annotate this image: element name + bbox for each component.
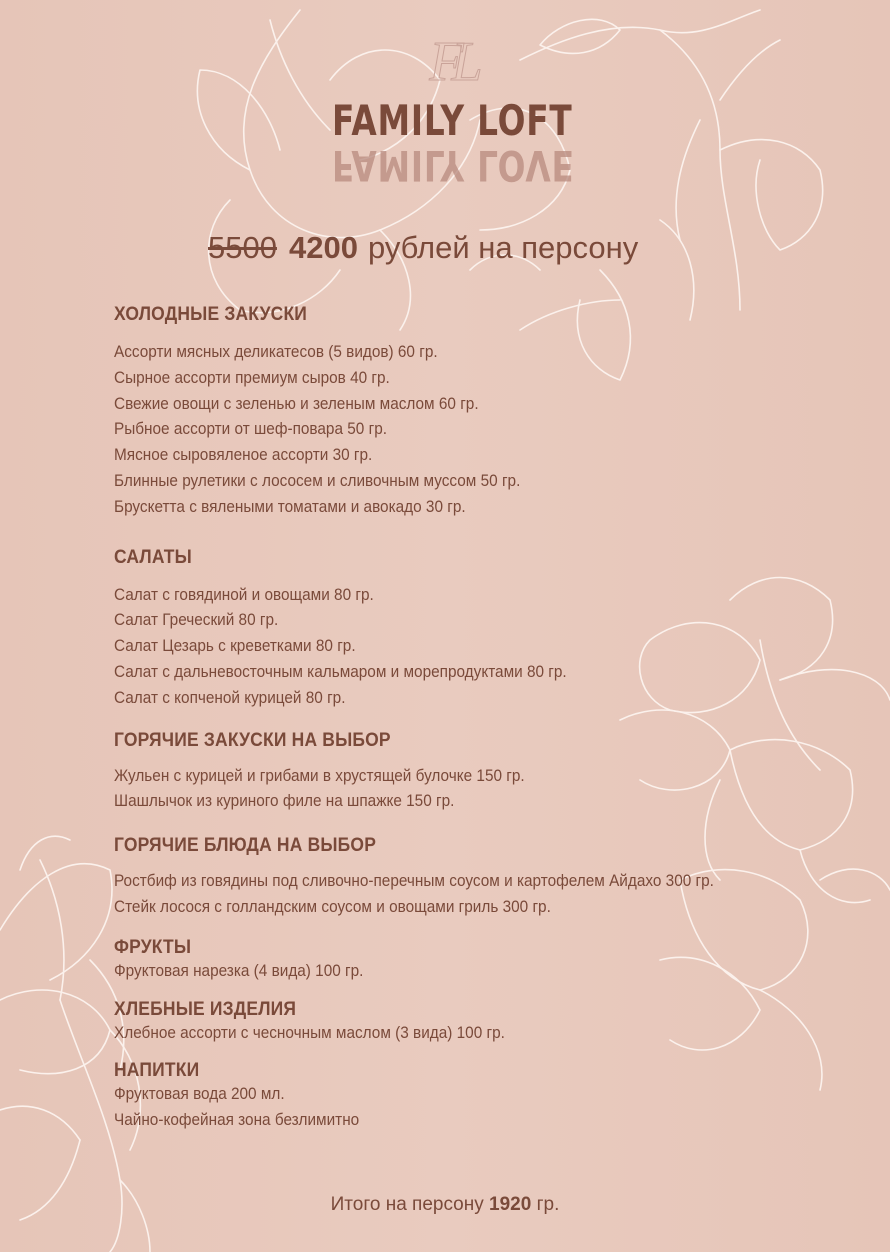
menu-item: Рыбное ассорти от шеф-повара 50 гр.	[114, 420, 387, 439]
price-line	[208, 230, 638, 266]
menu-sections	[114, 304, 814, 1134]
menu-item: Салат с говядиной и овощами 80 гр.	[114, 585, 374, 604]
section-title: ГОРЯЧИЕ БЛЮДА НА ВЫБОР	[114, 835, 377, 857]
new-price: 4200	[288, 230, 358, 265]
menu-section	[114, 304, 814, 521]
menu-section	[114, 835, 814, 921]
total-label: Итого на персону	[330, 1194, 484, 1215]
section-title: ФРУКТЫ	[114, 936, 192, 958]
menu-item: Ростбиф из говядины под сливочно-перечным соусом и картофелем Айдахо 300 гр.	[114, 872, 714, 891]
menu-item: Шашлычок из куриного филе на шпажке 150 гр.	[114, 792, 455, 811]
menu-item: Стейк лосося с голландским соусом и овощами гриль 300 гр.	[114, 897, 551, 916]
menu-item: Салат Греческий 80 гр.	[114, 611, 279, 630]
section-title: ХЛЕБНЫЕ ИЗДЕЛИЯ	[114, 998, 297, 1020]
total-value: 1920	[489, 1194, 532, 1215]
total-line	[0, 1194, 890, 1216]
brand-mirror-text: FAMILY LOVE	[332, 141, 575, 190]
section-title: НАПИТКИ	[114, 1060, 200, 1082]
menu-item: Фруктовая вода 200 мл.	[114, 1085, 285, 1104]
menu-section	[114, 999, 814, 1047]
menu-item: Хлебное ассорти с чесночным маслом (3 вида) 100 гр.	[114, 1023, 505, 1042]
menu-item: Ассорти мясных деликатесов (5 видов) 60 гр.	[114, 343, 438, 361]
menu-item: Свежие овощи с зеленью и зеленым маслом 60 гр.	[114, 394, 479, 413]
menu-item: Фруктовая нарезка (4 вида) 100 гр.	[114, 961, 364, 980]
brand-title: FAMILY LOFT	[332, 96, 573, 145]
section-title: ГОРЯЧИЕ ЗАКУСКИ НА ВЫБОР	[114, 729, 391, 751]
price-suffix: рублей на персону	[367, 230, 639, 265]
menu-section	[114, 937, 814, 985]
monogram-logo: FL	[429, 31, 471, 93]
section-title: ХОЛОДНЫЕ ЗАКУСКИ	[114, 304, 308, 325]
menu-item: Сырное ассорти премиум сыров 40 гр.	[114, 368, 390, 387]
menu-section	[114, 547, 814, 712]
section-title: САЛАТЫ	[114, 546, 192, 568]
menu-item: Салат с дальневосточным кальмаром и морепродуктами 80 гр.	[114, 662, 567, 681]
total-unit: гр.	[536, 1194, 560, 1215]
menu-item: Мясное сыровяленое ассорти 30 гр.	[114, 446, 373, 465]
menu-item: Салат с копченой курицей 80 гр.	[114, 688, 346, 707]
menu-item: Блинные рулетики с лососем и сливочным муссом 50 гр.	[114, 471, 521, 490]
menu-section	[114, 1060, 814, 1134]
menu-item: Жульен с курицей и грибами в хрустящей булочке 150 гр.	[114, 766, 525, 785]
old-price: 5500	[208, 230, 277, 265]
menu-item: Брускетта с вялеными томатами и авокадо 30 гр.	[114, 497, 466, 516]
menu-section	[114, 730, 814, 816]
menu-item: Чайно-кофейная зона безлимитно	[114, 1111, 360, 1130]
menu-item: Салат Цезарь с креветками 80 гр.	[114, 637, 356, 656]
